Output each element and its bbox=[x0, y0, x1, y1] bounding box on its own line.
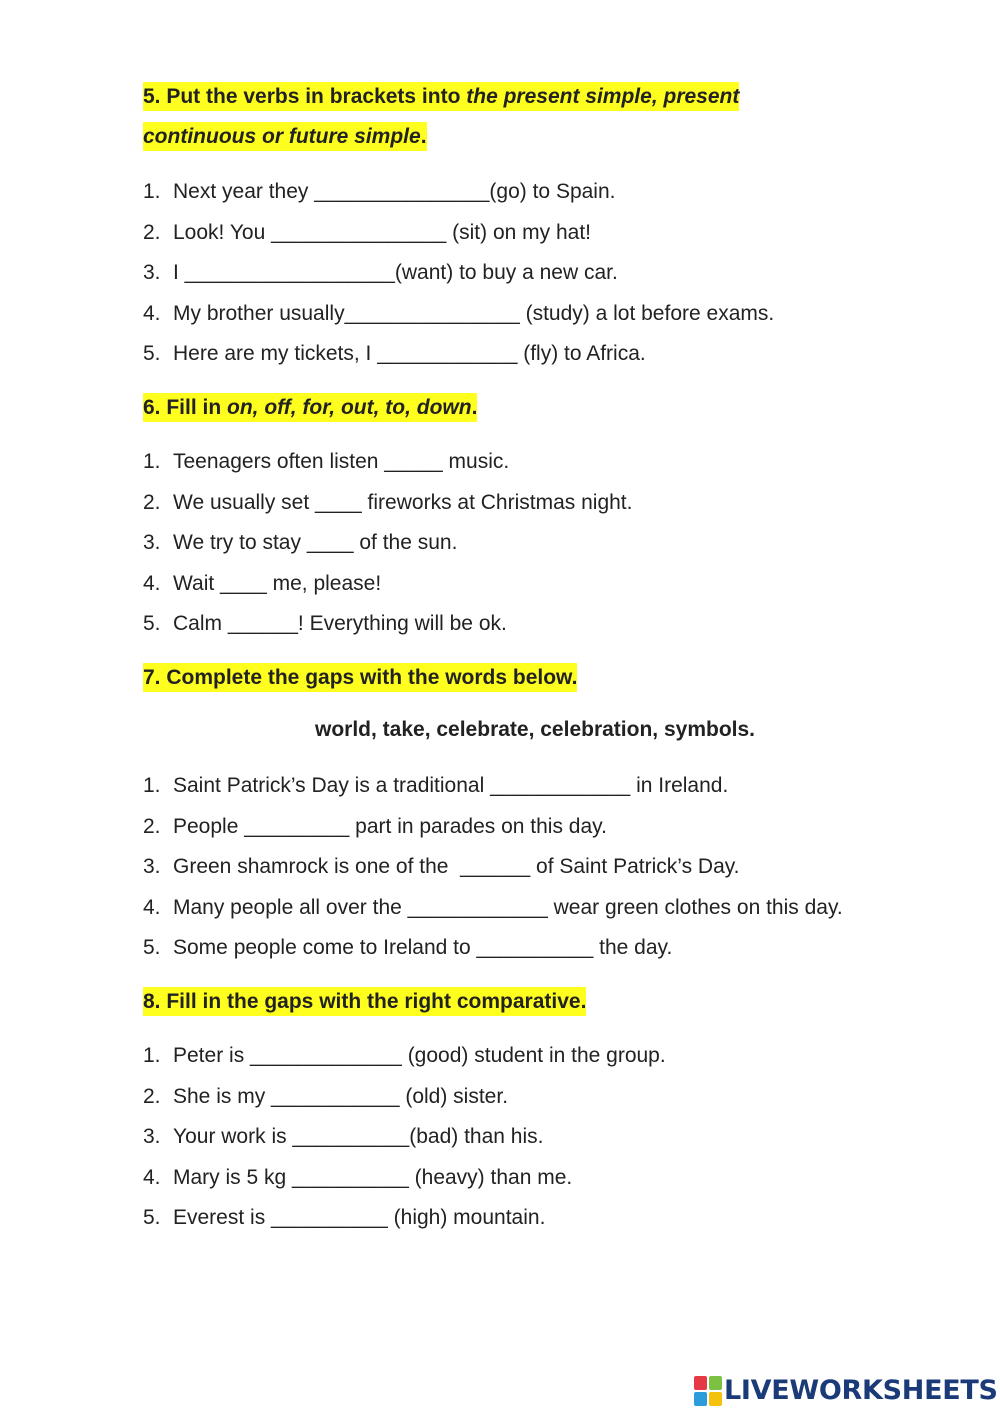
list-item bbox=[143, 934, 963, 975]
item-number: 3. bbox=[143, 261, 161, 284]
list-item bbox=[143, 219, 963, 260]
section-6-heading-highlight bbox=[143, 393, 477, 422]
logo-mark-icon bbox=[694, 1376, 722, 1406]
item-text[interactable]: We try to stay ____ of the sun. bbox=[173, 531, 458, 554]
item-number: 4. bbox=[143, 571, 161, 595]
list-item bbox=[143, 772, 963, 813]
item-text[interactable]: Calm ______! Everything will be ok. bbox=[173, 612, 507, 635]
item-text[interactable]: Look! You _______________ (sit) on my hat! bbox=[173, 220, 591, 244]
item-number: 1. bbox=[143, 450, 161, 473]
section-5-heading-italic-2: continuous or future simple bbox=[143, 125, 421, 148]
item-number: 5. bbox=[143, 1206, 161, 1229]
item-number: 1. bbox=[143, 1044, 161, 1067]
item-number: 2. bbox=[143, 220, 161, 244]
section-5-heading-italic-1: the present simple, present bbox=[466, 85, 740, 108]
list-item bbox=[143, 340, 963, 381]
list-item bbox=[143, 894, 963, 935]
item-text[interactable]: Green shamrock is one of the ______ of Saint Patrick’s Day. bbox=[173, 855, 740, 878]
item-number: 5. bbox=[143, 936, 161, 959]
list-item bbox=[143, 529, 963, 570]
item-number: 5. bbox=[143, 342, 161, 365]
item-number: 3. bbox=[143, 531, 161, 554]
logo-square-yellow bbox=[709, 1392, 722, 1406]
list-item bbox=[143, 259, 963, 300]
list-item bbox=[143, 448, 963, 489]
list-item bbox=[143, 1123, 963, 1164]
section-5-heading-text: 5. Put the verbs in brackets into bbox=[143, 85, 467, 108]
item-text[interactable]: Next year they _______________(go) to Spain. bbox=[173, 180, 616, 203]
section-8-heading-highlight: 8. Fill in the gaps with the right comparative. bbox=[143, 987, 586, 1016]
section-6-heading bbox=[143, 388, 843, 428]
section-6-heading-end: . bbox=[471, 396, 478, 419]
logo-text: LIVEWORKSHEETS bbox=[724, 1375, 998, 1406]
item-number: 3. bbox=[143, 1125, 161, 1148]
list-item bbox=[143, 489, 963, 530]
item-text[interactable]: Everest is __________ (high) mountain. bbox=[173, 1206, 546, 1229]
section-5-list bbox=[143, 178, 963, 381]
section-5-heading bbox=[143, 77, 843, 157]
item-number: 2. bbox=[143, 814, 161, 838]
item-text[interactable]: Here are my tickets, I ____________ (fly) to Africa. bbox=[173, 342, 646, 365]
item-number: 5. bbox=[143, 612, 161, 635]
list-item bbox=[143, 853, 963, 894]
list-item bbox=[143, 1042, 963, 1083]
section-8-heading bbox=[143, 982, 843, 1022]
list-item bbox=[143, 813, 963, 854]
item-number: 3. bbox=[143, 855, 161, 878]
item-number: 4. bbox=[143, 1165, 161, 1189]
item-text[interactable]: Wait ____ me, please! bbox=[173, 571, 382, 595]
list-item bbox=[143, 610, 963, 651]
item-text[interactable]: Mary is 5 kg __________ (heavy) than me. bbox=[173, 1165, 573, 1189]
item-text[interactable]: Your work is __________(bad) than his. bbox=[173, 1125, 544, 1148]
list-item bbox=[143, 300, 963, 341]
list-item bbox=[143, 570, 963, 611]
section-7-list bbox=[143, 772, 963, 975]
section-8-list bbox=[143, 1042, 963, 1245]
section-7-heading-highlight: 7. Complete the gaps with the words below. bbox=[143, 663, 577, 692]
section-6-heading-text: 6. Fill in bbox=[143, 396, 228, 419]
item-text[interactable]: Peter is _____________ (good) student in the group. bbox=[173, 1044, 666, 1067]
item-number: 4. bbox=[143, 301, 161, 325]
section-6-heading-italic: on, off, for, out, to, down bbox=[227, 396, 472, 419]
item-text[interactable]: People _________ part in parades on this day. bbox=[173, 814, 607, 838]
section-5-heading-end: . bbox=[420, 125, 427, 148]
item-number: 1. bbox=[143, 180, 161, 203]
word-bank: world, take, celebrate, celebration, symbols. bbox=[315, 718, 755, 741]
item-number: 2. bbox=[143, 1084, 161, 1108]
item-number: 4. bbox=[143, 895, 161, 919]
section-5-heading-highlight bbox=[143, 82, 739, 151]
item-text[interactable]: She is my ___________ (old) sister. bbox=[173, 1084, 509, 1108]
list-item bbox=[143, 1083, 963, 1124]
item-text[interactable]: Saint Patrick’s Day is a traditional ____________ in Ireland. bbox=[173, 774, 729, 797]
list-item bbox=[143, 1204, 963, 1245]
section-7-heading bbox=[143, 658, 843, 698]
item-number: 1. bbox=[143, 774, 161, 797]
item-number: 2. bbox=[143, 490, 161, 514]
item-text[interactable]: Some people come to Ireland to __________ the day. bbox=[173, 936, 673, 959]
item-text[interactable]: Teenagers often listen _____ music. bbox=[173, 450, 510, 473]
item-text[interactable]: Many people all over the ____________ wear green clothes on this day. bbox=[173, 895, 843, 919]
item-text[interactable]: We usually set ____ fireworks at Christmas night. bbox=[173, 490, 633, 514]
item-text[interactable]: I __________________(want) to buy a new car. bbox=[173, 261, 618, 284]
item-text[interactable]: My brother usually_______________ (study) a lot before exams. bbox=[173, 301, 775, 325]
logo-square-red bbox=[694, 1376, 707, 1390]
section-6-list bbox=[143, 448, 963, 651]
liveworksheets-logo[interactable] bbox=[694, 1376, 998, 1406]
logo-square-blue bbox=[694, 1392, 707, 1406]
logo-square-green bbox=[709, 1376, 722, 1390]
list-item bbox=[143, 1164, 963, 1205]
list-item bbox=[143, 178, 963, 219]
